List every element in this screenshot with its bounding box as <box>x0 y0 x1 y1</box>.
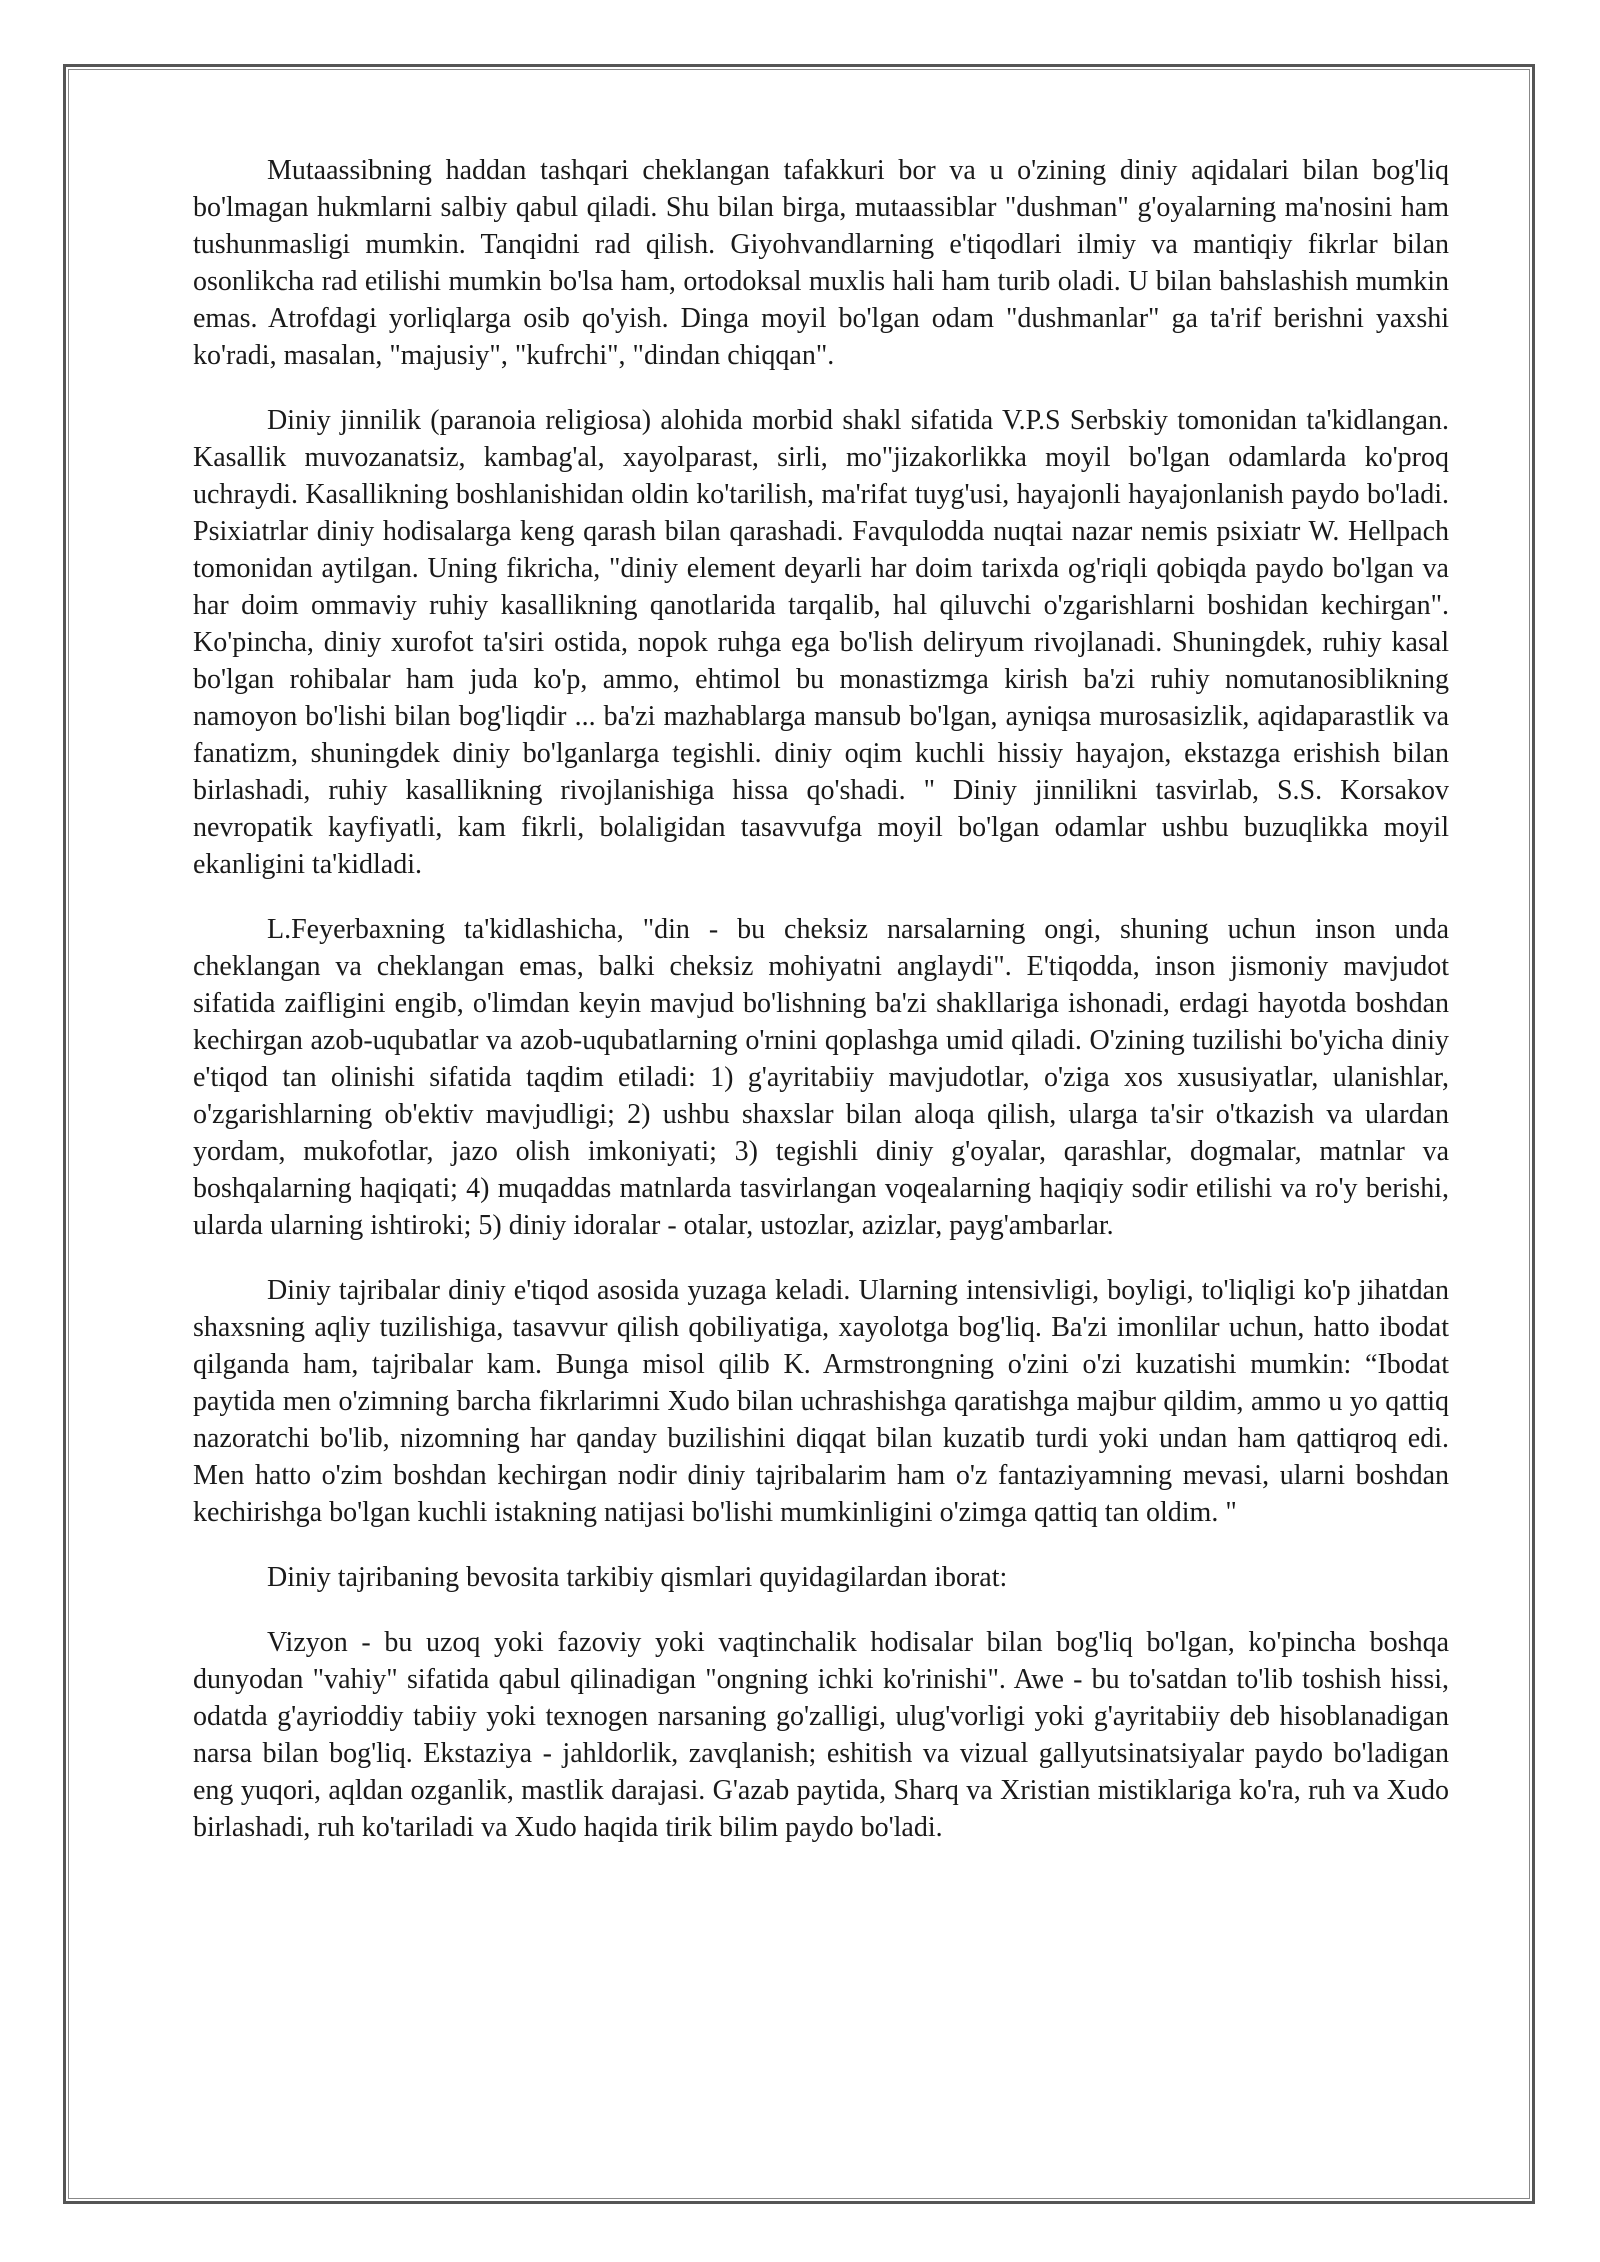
paragraph-components-intro: Diniy tajribaning bevosita tarkibiy qismlari quyidagilardan iborat: <box>267 1562 1008 1593</box>
paragraph-vision-awe-ecstasy: Vizyon - bu uzoq yoki fazoviy yoki vaqtinchalik hodisalar bilan bog'liq bo'lgan, ko'pincha boshqa dunyodan "vahiy" sifatida qabul qilinadigan "ongning ichki ko'rinishi". Awe - bu to'satdan to'lib toshish hissi, odatda g'ayrioddiy tabiiy yoki texnogen narsaning go'zalligi, ulug'vorligi yoki g'ayritabiiy deb hisoblanadigan narsa bilan bog'liq. Ekstaziya - jahldorlik, zavqlanish; eshitish va vizual gallyutsinatsiyalar paydo bo'ladigan eng yuqori, aqldan ozganlik, mastlik darajasi. G'azab paytida, Sharq va Xristian mistiklariga ko'ra, ruh va Xudo birlashadi, ruh ko'tariladi va Xudo haqida tirik bilim paydo bo'ladi. <box>193 1627 1449 1843</box>
paragraph-religious-paranoia: Diniy jinnilik (paranoia religiosa) alohida morbid shakl sifatida V.P.S Serbskiy tomonidan ta'kidlangan. Kasallik muvozanatsiz, kambag'al, xayolparast, sirli, mo"jizakorlikka moyil bo'lgan odamlarda ko'proq uchraydi. Kasallikning boshlanishidan oldin ko'tarilish, ma'rifat tuyg'usi, hayajonli hayajonlanish paydo bo'ladi. Psixiatrlar diniy hodisalarga keng qarash bilan qarashadi. Favqulodda nuqtai nazar nemis psixiatr W. Hellpach tomonidan aytilgan. Uning fikricha, "diniy element deyarli har doim tarixda og'riqli qobiqda paydo bo'lgan va har doim ommaviy ruhiy kasallikning qanotlarida tarqalib, hal qiluvchi o'zgarishlarni boshidan kechirgan". Ko'pincha, diniy xurofot ta'siri ostida, nopok ruhga ega bo'lish deliryum rivojlanadi. Shuningdek, ruhiy kasal bo'lgan rohibalar ham juda ko'p, ammo, ehtimol bu monastizmga kirish ba'zi ruhiy nomutanosiblikning namoyon bo'lishi bilan bog'liqdir ... ba'zi mazhablarga mansub bo'lgan, ayniqsa murosasizlik, aqidaparastlik va fanatizm, shuningdek diniy bo'lganlarga tegishli. diniy oqim kuchli hissiy hayajon, ekstazga erishish bilan birlashadi, ruhiy kasallikning rivojlanishiga hissa qo'shadi. " Diniy jinnilikni tasvirlab, S.S. Korsakov nevropatik kayfiyatli, kam fikrli, bolaligidan tasavvufga moyil bo'lgan odamlar ushbu buzuqlikka moyil ekanligini ta'kidladi. <box>193 405 1449 880</box>
paragraph-religious-experience: Diniy tajribalar diniy e'tiqod asosida yuzaga keladi. Ularning intensivligi, boyligi, to'liqligi ko'p jihatdan shaxsning aqliy tuzilishiga, tasavvur qilish qobiliyatiga, xayolotga bog'liq. Ba'zi imonlilar uchun, hatto ibodat qilganda ham, tajribalar kam. Bunga misol qilib K. Armstrongning o'zini o'zi kuzatishi mumkin: “Ibodat paytida men o'zimning barcha fikrlarimni Xudo bilan uchrashishga qaratishga majbur qildim, ammo u yo qattiq nazoratchi bo'lib, nizomning har qanday buzilishini diqqat bilan kuzatib turdi yoki undan ham qattiqroq edi. Men hatto o'zim boshdan kechirgan nodir diniy tajribalarim ham o'z fantaziyamning mevasi, ularni boshdan kechirishga bo'lgan kuchli istakning natijasi bo'lishi mumkinligini o'zimga qattiq tan oldim. " <box>193 1275 1449 1528</box>
paragraph-fanaticism: Mutaassibning haddan tashqari cheklangan tafakkuri bor va u o'zining diniy aqidalari bilan bog'liq bo'lmagan hukmlarni salbiy qabul qiladi. Shu bilan birga, mutaassiblar "dushman" g'oyalarning ma'nosini ham tushunmasligi mumkin. Tanqidni rad qilish. Giyohvandlarning e'tiqodlari ilmiy va mantiqiy fikrlar bilan osonlikcha rad etilishi mumkin bo'lsa ham, ortodoksal muxlis hali ham turib oladi. U bilan bahslashish mumkin emas. Atrofdagi yorliqlarga osib qo'yish. Dinga moyil bo'lgan odam "dushmanlar" ga ta'rif berishni yaxshi ko'radi, masalan, "majusiy", "kufrchi", "dindan chiqqan". <box>193 155 1449 371</box>
document-body <box>193 152 1449 1874</box>
paragraph-feuerbach: L.Feyerbaxning ta'kidlashicha, "din - bu cheksiz narsalarning ongi, shuning uchun inson unda cheklangan va cheklangan emas, balki cheksiz mohiyatni anglaydi". E'tiqodda, inson jismoniy mavjudot sifatida zaifligini engib, o'limdan keyin mavjud bo'lishning ba'zi shakllariga ishonadi, erdagi hayotda boshdan kechirgan azob-uqubatlar va azob-uqubatlarning o'rnini qoplashga umid qiladi. O'zining tuzilishi bo'yicha diniy e'tiqod tan olinishi sifatida taqdim etiladi: 1) g'ayritabiiy mavjudotlar, o'ziga xos xususiyatlar, ulanishlar, o'zgarishlarning ob'ektiv mavjudligi; 2) ushbu shaxslar bilan aloqa qilish, ularga ta'sir o'tkazish va ulardan yordam, mukofotlar, jazo olish imkoniyati; 3) tegishli diniy g'oyalar, qarashlar, dogmalar, matnlar va boshqalarning haqiqati; 4) muqaddas matnlarda tasvirlangan voqealarning haqiqiy sodir etilishi va ro'y berishi, ularda ularning ishtiroki; 5) diniy idoralar - otalar, ustozlar, azizlar, payg'ambarlar. <box>193 914 1449 1241</box>
